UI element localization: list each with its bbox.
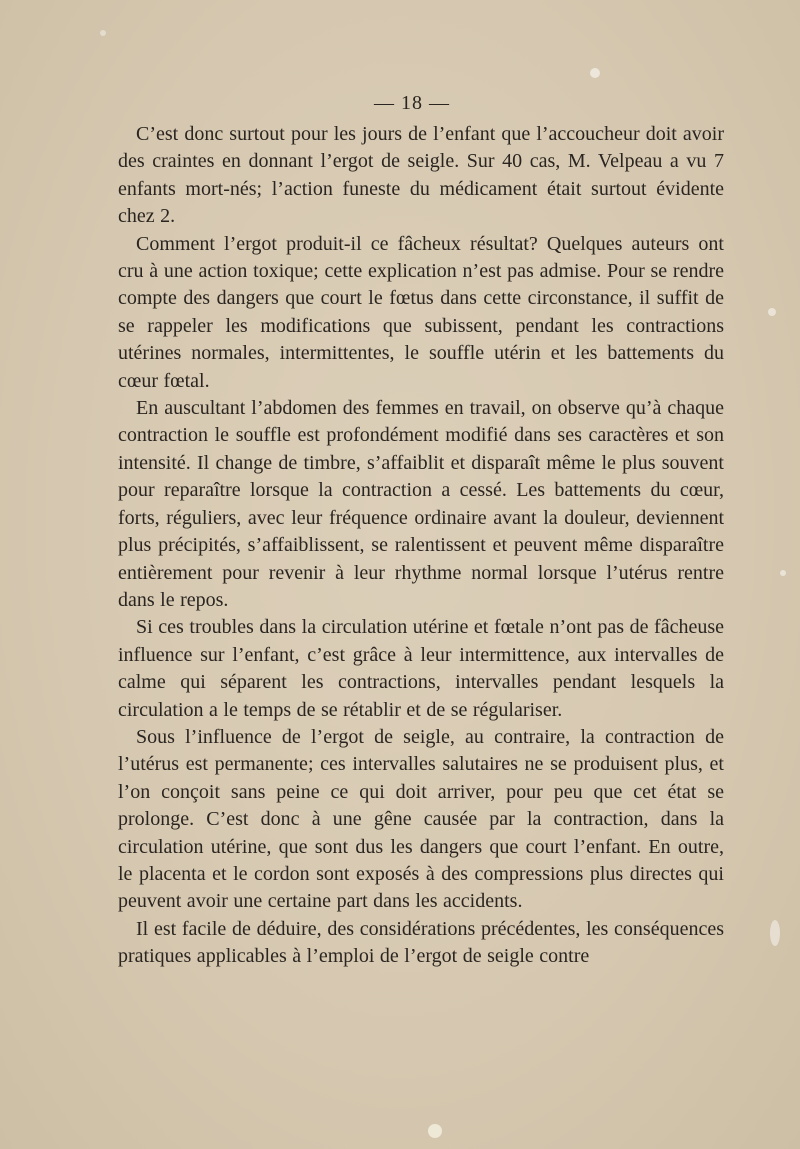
page-number: — 18 — [374,92,450,114]
paragraph-4: Si ces troubles dans la circulation utérine et fœtale n’ont pas de fâcheuse influence sur l’enfant, c’est grâce à leur intermittence, aux intervalles de calme qui séparent les contractions, intervalles pendant lesquels la circulation a le temps de se rétablir et de se régulariser. [118,616,724,721]
paper-speck [428,1124,442,1138]
paragraph-5: Sous l’influence de l’ergot de seigle, au contraire, la contraction de l’utérus est permanente; ces intervalles salutaires ne se produisent plus, et l’on conçoit sans peine ce qui doit arriver, pour peu que cet état se prolonge. C’est donc à une gêne causée par la contraction, dans la circulation utérine, que sont dus les dangers que court l’enfant. En outre, le placenta et le cordon sont exposés à des compressions plus directes qui peuvent avoir une certaine part dans les accidents. [118,725,724,913]
paper-speck [770,920,780,946]
paragraph-2: Comment l’ergot produit-il ce fâcheux résultat? Quelques auteurs ont cru à une action toxique; cette explication n’est pas admise. Pour se rendre compte des dangers que court le fœtus dans cette circonstance, il suffit de se rappeler les modifications que subissent, pendant les contractions utérines normales, intermittentes, le souffle utérin et les battements du cœur fœtal. [118,232,724,392]
paper-speck [590,68,600,78]
paper-speck [768,308,776,316]
paper-speck [100,30,106,36]
paper-speck [780,570,786,576]
paragraph-3: En auscultant l’abdomen des femmes en travail, on observe qu’à chaque contraction le souffle est profondément modifié dans ses caractères et son intensité. Il change de timbre, s’affaiblit et disparaît même le plus souvent pour reparaître lorsque la contraction a cessé. Les battements du cœur, forts, réguliers, avec leur fréquence ordinaire avant la douleur, deviennent plus précipités, s’affaiblissent, se ralentissent et peuvent même disparaître entièrement pour revenir à leur rhythme normal lorsque l’utérus rentre dans le repos. [118,397,724,611]
body-text [118,121,724,971]
paragraph-1: C’est donc surtout pour les jours de l’enfant que l’accoucheur doit avoir des craintes en donnant l’ergot de seigle. Sur 40 cas, M. Velpeau a vu 7 enfants mort-nés; l’action funeste du médicament était surtout évidente chez 2. [118,123,724,228]
paragraph-6: Il est facile de déduire, des considérations précédentes, les conséquences pratiques applicables à l’emploi de l’ergot de seigle contre [118,917,724,968]
